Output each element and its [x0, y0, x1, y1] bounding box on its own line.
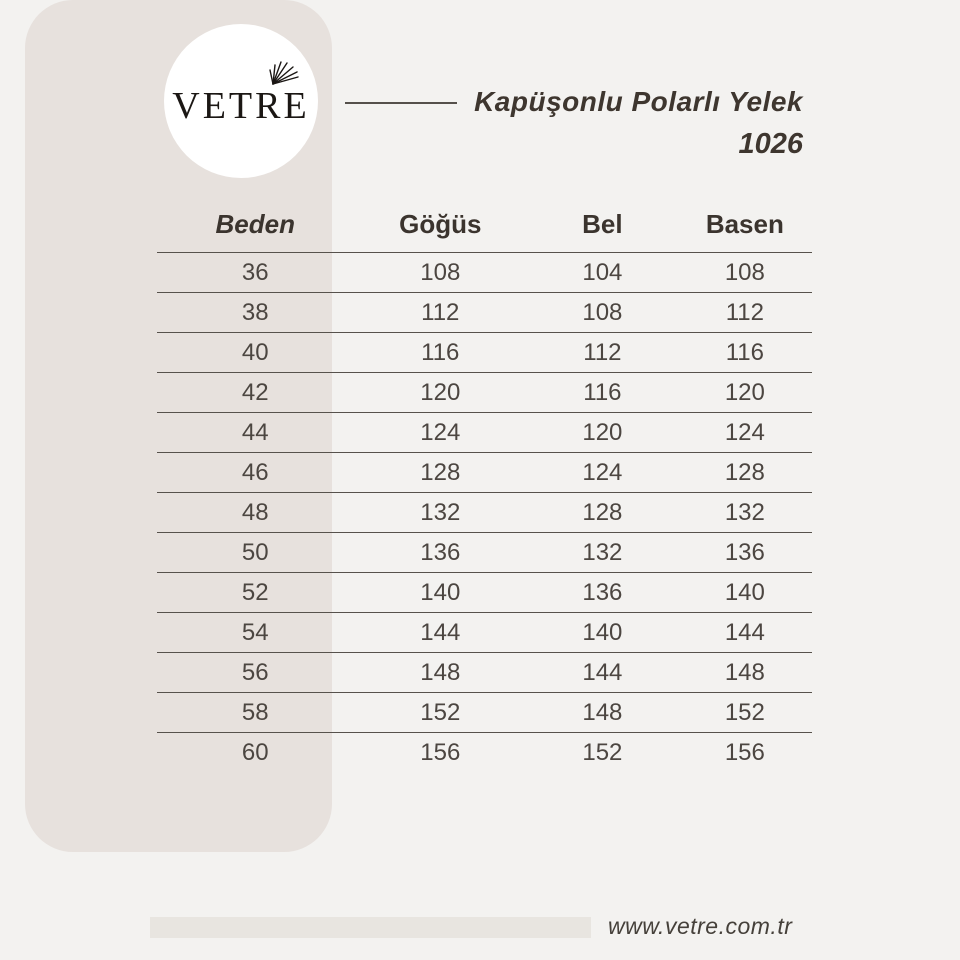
table-cell: 124	[420, 418, 461, 446]
table-row	[157, 733, 812, 773]
table-cell: 144	[582, 658, 623, 686]
table-cell: 132	[420, 498, 461, 526]
table-cell: 156	[420, 739, 461, 766]
table-cell: 112	[725, 298, 764, 326]
table-cell: 56	[241, 658, 269, 686]
table-cell: 152	[582, 739, 623, 766]
table-cell: 148	[420, 658, 461, 686]
table-row	[157, 573, 812, 613]
table-cell: 124	[582, 458, 623, 486]
table-cell: 152	[724, 698, 765, 726]
table-row	[157, 653, 812, 693]
footer-bar	[150, 917, 591, 938]
table-cell: 120	[724, 378, 765, 406]
table-cell: 148	[582, 698, 623, 726]
size-table	[157, 197, 812, 773]
table-cell: 136	[582, 578, 623, 606]
table-row	[157, 613, 812, 653]
table-cell: 38	[241, 298, 269, 326]
table-cell: 152	[420, 698, 461, 726]
table-cell: 132	[582, 538, 623, 566]
table-row	[157, 533, 812, 573]
product-title-name: Kapüşonlu Polarlı Yelek	[474, 86, 803, 117]
table-row	[157, 293, 812, 333]
table-row	[157, 493, 812, 533]
table-cell: 108	[724, 258, 765, 286]
table-cell: 108	[420, 258, 461, 286]
table-cell: 128	[420, 458, 461, 486]
table-row	[157, 333, 812, 373]
table-cell: 108	[582, 298, 623, 326]
table-cell: 112	[583, 338, 622, 366]
table-row	[157, 253, 812, 293]
table-cell: 136	[724, 538, 765, 566]
table-cell: 44	[241, 418, 269, 446]
table-cell: 140	[724, 578, 765, 606]
table-cell: 116	[421, 338, 460, 366]
table-cell: 124	[724, 418, 765, 446]
table-row	[157, 413, 812, 453]
table-cell: 40	[241, 338, 269, 366]
table-cell: 46	[241, 458, 269, 486]
table-cell: 136	[420, 538, 461, 566]
table-cell: 48	[241, 498, 269, 526]
table-cell: 156	[724, 739, 765, 766]
table-cell: 120	[420, 378, 461, 406]
table-cell: 132	[724, 498, 765, 526]
table-cell: 140	[582, 618, 623, 646]
table-cell: 58	[241, 698, 269, 726]
table-cell: 52	[241, 578, 269, 606]
website-url: www.vetre.com.tr	[608, 913, 793, 939]
table-cell: 120	[582, 418, 623, 446]
product-title	[440, 85, 803, 161]
table-cell: 128	[582, 498, 623, 526]
palm-leaf-icon	[268, 60, 300, 86]
size-table-body	[157, 253, 812, 773]
header-basen: Basen	[705, 209, 784, 239]
table-cell: 144	[724, 618, 765, 646]
table-cell: 128	[724, 458, 765, 486]
table-cell: 54	[241, 618, 269, 646]
table-row	[157, 373, 812, 413]
table-cell: 104	[582, 258, 623, 286]
header-beden: Beden	[215, 209, 295, 239]
table-row	[157, 453, 812, 493]
brand-logo	[164, 24, 318, 178]
table-row	[157, 693, 812, 733]
table-cell: 148	[724, 658, 765, 686]
table-cell: 116	[583, 378, 622, 406]
table-cell: 140	[420, 578, 461, 606]
size-table-header	[157, 197, 812, 253]
table-cell: 60	[241, 739, 269, 766]
header-bel: Bel	[582, 209, 623, 239]
header-gogus: Göğüs	[399, 209, 482, 239]
table-cell: 36	[241, 258, 269, 286]
table-cell: 112	[421, 298, 460, 326]
brand-name: VETRE	[172, 85, 310, 127]
table-cell: 144	[420, 618, 461, 646]
table-cell: 50	[241, 538, 269, 566]
table-cell: 116	[725, 338, 764, 366]
product-title-code: 1026	[738, 128, 803, 160]
table-cell: 42	[241, 378, 269, 406]
